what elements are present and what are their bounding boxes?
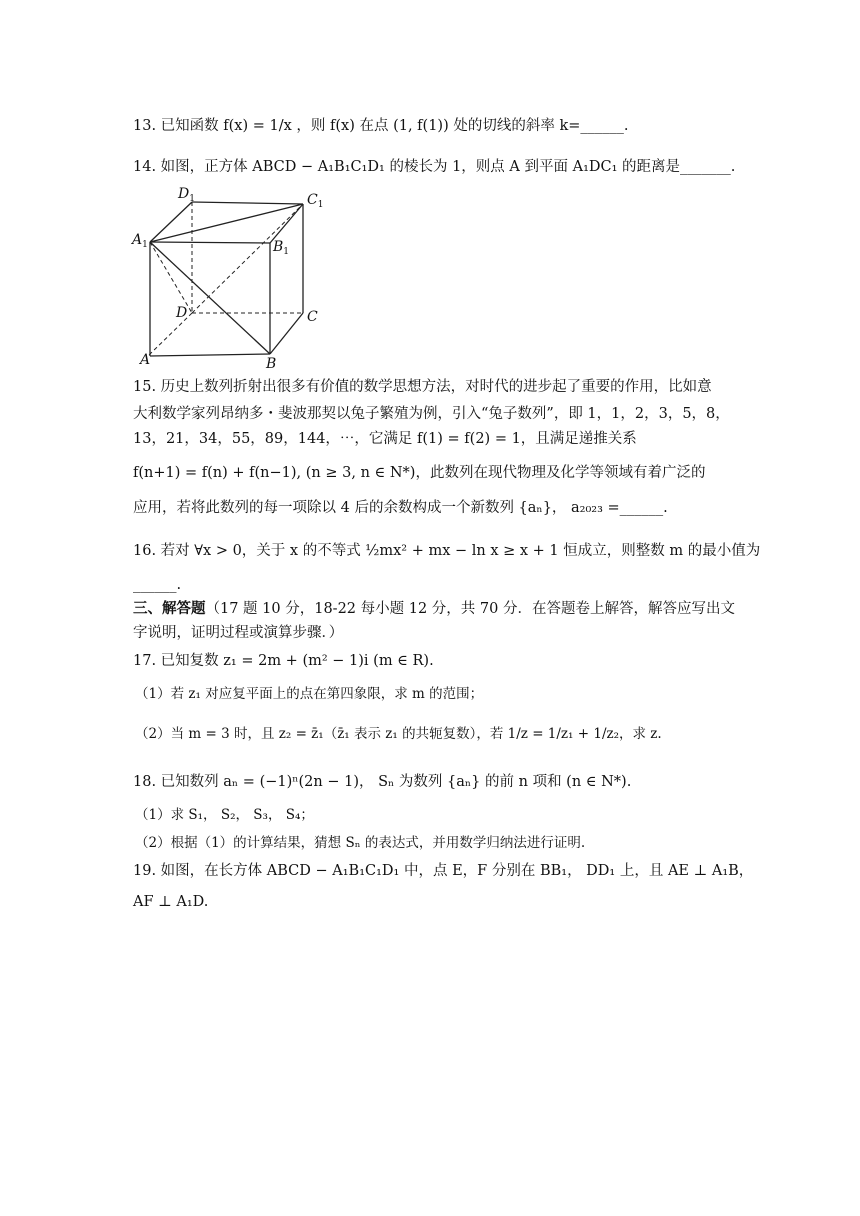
question-18-part-2: （2）根据（1）的计算结果，猜想 Sₙ 的表达式，并用数学归纳法进行证明. <box>135 835 586 851</box>
section-3-desc-line-2: 字说明，证明过程或演算步骤．） <box>133 625 344 641</box>
section-3-header <box>133 598 735 620</box>
label-C: C <box>307 309 318 325</box>
section-3-desc: （17 题 10 分，18-22 每小题 12 分，共 70 分．在答题卷上解答，解答应写出文 <box>205 601 735 617</box>
label-B: B <box>266 356 277 369</box>
question-17-part-2: （2）当 m = 3 时，且 z₂ = z̄₁（z̄₁ 表示 z₁ 的共轭复数），若 1/z = 1/z₁ + 1/z₂，求 z. <box>135 726 662 742</box>
section-3-title: 三、解答题 <box>133 600 206 617</box>
label-B1: $B_1$ <box>273 239 290 257</box>
question-17-part-1: （1）若 z₁ 对应复平面上的点在第四象限，求 m 的范围； <box>135 686 484 702</box>
question-17-stem: 17. 已知复数 z₁ = 2m + (m² − 1)i (m ∈ R). <box>133 653 434 669</box>
cube-figure <box>130 184 340 369</box>
question-14: 14. 如图，正方体 ABCD − A₁B₁C₁D₁ 的棱长为 1，则点 A 到平面 A₁DC₁ 的距离是_______. <box>133 159 736 175</box>
question-16-line-1: 16. 若对 ∀x > 0，关于 x 的不等式 ½mx² + mx − ln x ≥ x + 1 恒成立，则整数 m 的最小值为 <box>133 543 761 559</box>
question-15-line-2: 大利数学家列昂纳多・斐波那契以兔子繁殖为例，引入“兔子数列”，即 1，1，2，3，5，8， <box>133 406 730 422</box>
question-16-line-2: ______. <box>133 577 182 593</box>
label-A: A <box>140 352 151 368</box>
question-15-line-4: f(n+1) = f(n) + f(n−1), (n ≥ 3, n ∈ N*)，此数列在现代物理及化学等领域有着广泛的 <box>133 465 706 481</box>
question-13: 13. 已知函数 f(x) = 1/x ，则 f(x) 在点 (1, f(1)) 处的切线的斜率 k=______. <box>133 118 629 134</box>
question-18-part-1: （1）求 S₁， S₂， S₃， S₄； <box>135 807 314 823</box>
label-A1: $A_1$ <box>132 232 148 250</box>
question-15-line-5: 应用，若将此数列的每一项除以 4 后的余数构成一个新数列 {aₙ}， a₂₀₂₃ =______. <box>133 500 668 516</box>
question-15-line-3: 13，21，34，55，89，144，⋯，它满足 f(1) = f(2) = 1，且满足递推关系 <box>133 431 637 447</box>
label-D: D <box>176 305 188 321</box>
question-19-line-1: 19. 如图，在长方体 ABCD − A₁B₁C₁D₁ 中，点 E，F 分别在 BB₁， DD₁ 上，且 AE ⊥ A₁B， <box>133 863 754 879</box>
question-18-stem: 18. 已知数列 aₙ = (−1)ⁿ(2n − 1)， Sₙ 为数列 {aₙ} 的前 n 项和 (n ∈ N*). <box>133 774 632 790</box>
question-15-line-1: 15. 历史上数列折射出很多有价值的数学思想方法，对时代的进步起了重要的作用，比如意 <box>133 379 712 395</box>
question-19-line-2: AF ⊥ A₁D. <box>133 894 209 910</box>
label-C1: $C_1$ <box>307 192 324 210</box>
label-D1: $D_1$ <box>178 186 195 204</box>
